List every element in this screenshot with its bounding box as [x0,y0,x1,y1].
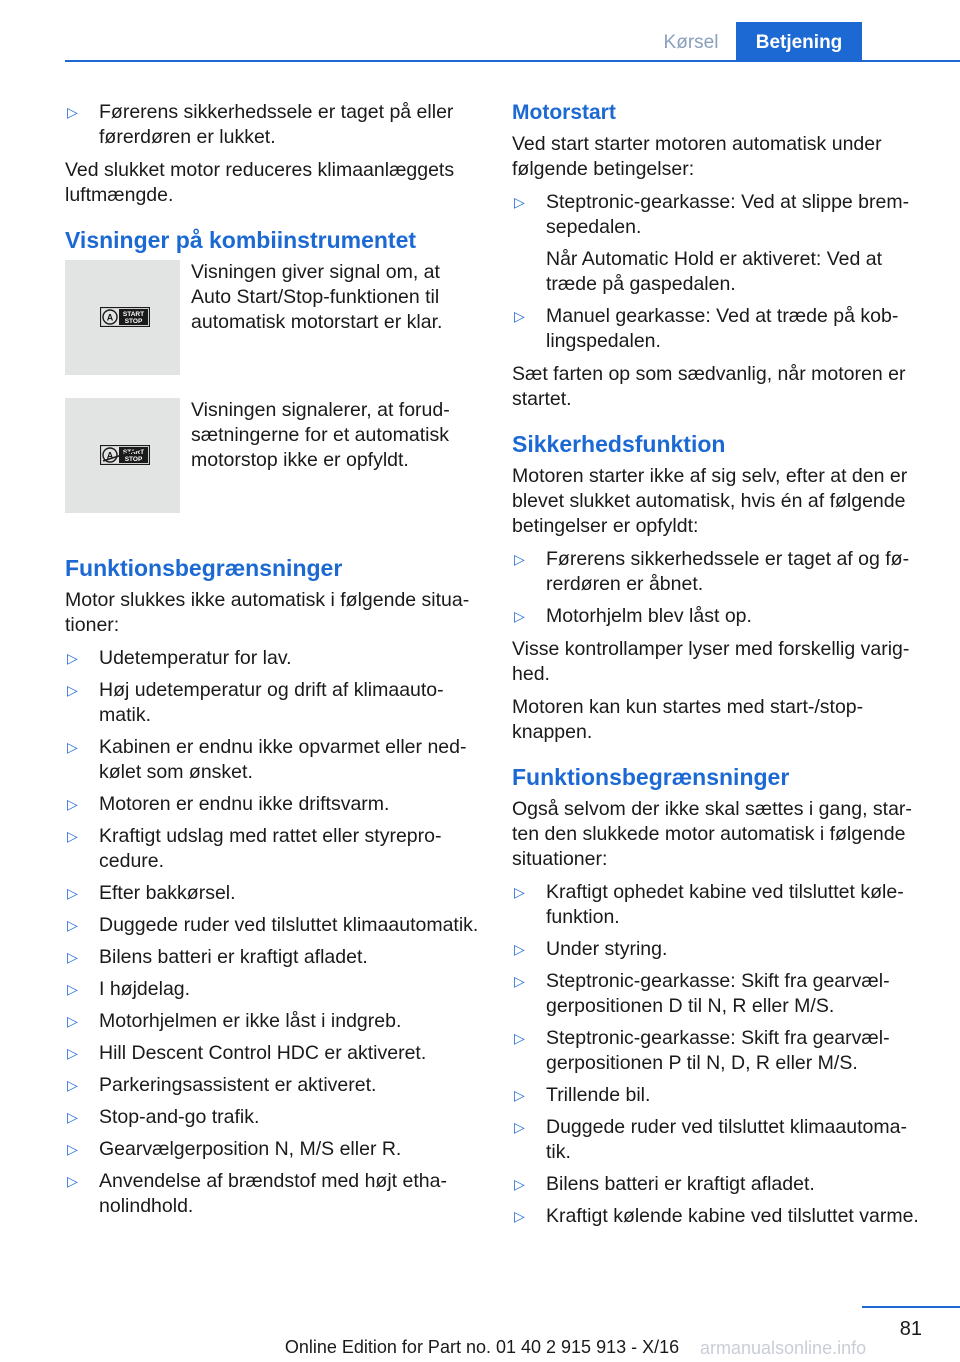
left-column [65,100,480,1227]
indicator-thumbnail [65,260,180,375]
triangle-bullet-icon: ▷ [514,973,525,989]
triangle-bullet-icon: ▷ [67,1045,78,1061]
svg-text:A: A [106,450,114,461]
triangle-bullet-icon: ▷ [67,682,78,698]
right-column [512,100,924,1237]
triangle-bullet-icon: ▷ [514,941,525,957]
triangle-bullet-icon: ▷ [67,739,78,755]
list-item [512,969,924,1019]
list-item [65,678,480,728]
triangle-bullet-icon: ▷ [514,194,525,210]
triangle-bullet-icon: ▷ [67,917,78,933]
limits-list [65,646,480,1219]
indicator-thumbnail [65,398,180,513]
triangle-bullet-icon: ▷ [67,1109,78,1125]
section-heading-displays: Visninger på kombiinstrumentet [65,227,417,253]
list-item-text: Motorhjelmen er ikke låst i indgreb. [99,1010,402,1032]
list-item-text: Kabinen er endnu ikke opvarmet eller nedkølet som ønsket. [99,736,467,783]
list-item-text: Under styring. [546,938,668,960]
header-rule [65,60,960,62]
list-item [512,1083,924,1108]
list-item [512,880,924,930]
footer-rule [862,1306,960,1308]
auto-start-stop-crossed-icon [100,445,150,465]
triangle-bullet-icon: ▷ [514,884,525,900]
svg-text:START: START [122,311,145,318]
triangle-bullet-icon: ▷ [67,1013,78,1029]
list-item [65,1041,480,1066]
list-item-text: Efter bakkørsel. [99,882,236,904]
list-item-text: Førerens sikkerhedssele er taget af og førerdøren er åbnet. [546,548,910,595]
list-item [512,1115,924,1165]
indicator-description: Visningen signalerer, at forudsætningerne for et automatisk motorstop ikke er opfyldt. [191,399,450,471]
watermark: armanualsonline.info [700,1338,867,1358]
list-item-text: Motorhjelm blev låst op. [546,605,752,627]
triangle-bullet-icon: ▷ [67,104,78,120]
triangle-bullet-icon: ▷ [67,949,78,965]
auto-start-stop-icon [100,307,150,327]
triangle-bullet-icon: ▷ [514,1208,525,1224]
page-number: 81 [899,1318,922,1340]
triangle-bullet-icon: ▷ [67,796,78,812]
list-item-text: Bilens batteri er kraftigt afladet. [546,1173,815,1195]
list-item [65,792,480,817]
indicator-not-ready [65,398,480,536]
paragraph: Motoren kan kun startes med start-/stop-knappen. [512,696,864,743]
triangle-bullet-icon: ▷ [514,551,525,567]
list-item-text: Høj udetemperatur og drift af klimaautomatik. [99,679,444,726]
list-item [512,547,924,597]
svg-text:STOP: STOP [124,318,143,325]
list-item [512,1204,924,1229]
limits-list [512,880,924,1229]
list-item-text: Gearvælgerposition N, M/S eller R. [99,1138,402,1160]
list-item [512,604,924,629]
svg-text:A: A [106,312,114,323]
triangle-bullet-icon: ▷ [514,308,525,324]
triangle-bullet-icon: ▷ [67,828,78,844]
triangle-bullet-icon: ▷ [67,1077,78,1093]
list-item [65,1105,480,1130]
indicator-description: Visningen giver signal om, at Auto Start/Stop-funktionen til automatisk motorstart er klar. [191,261,443,333]
triangle-bullet-icon: ▷ [67,1141,78,1157]
tab-korsel[interactable]: Kørsel [663,32,719,53]
triangle-bullet-icon: ▷ [67,1173,78,1189]
triangle-bullet-icon: ▷ [67,650,78,666]
list-item-text: Kraftigt udslag med rattet eller styreprocedure. [99,825,442,872]
section-heading-limits: Funktionsbegrænsninger [512,764,790,790]
list-item-subtext: Når Automatic Hold er aktiveret: Ved at træde på gaspedalen. [546,248,882,295]
paragraph: Motor slukkes ikke automatisk i følgende situationer: [65,589,470,636]
safety-list [512,547,924,629]
list-item [65,1137,480,1162]
list-item-text: Udetemperatur for lav. [99,647,292,669]
list-item [512,1172,924,1197]
svg-text:START: START [122,449,145,456]
section-heading-limits: Funktionsbegrænsninger [65,555,343,581]
paragraph: Visse kontrollamper lyser med forskellig varighed. [512,638,910,685]
list-item [65,1073,480,1098]
indicator-ready [65,260,480,398]
list-item-text: Førerens sikkerhedssele er taget på eller førerdøren er lukket. [99,101,454,148]
list-item [65,1169,480,1219]
triangle-bullet-icon: ▷ [67,981,78,997]
list-item [65,977,480,1002]
list-item-text: Hill Descent Control HDC er aktiveret. [99,1042,427,1064]
motorstart-list [512,190,924,354]
svg-text:STOP: STOP [124,456,143,463]
page-header [0,0,960,62]
list-item [65,881,480,906]
list-item [65,1009,480,1034]
triangle-bullet-icon: ▷ [514,1176,525,1192]
list-item-text: Bilens batteri er kraftigt afladet. [99,946,368,968]
list-item-text: Duggede ruder ved tilsluttet klimaautomatik. [546,1116,907,1163]
section-heading-safety: Sikkerhedsfunktion [512,431,726,457]
list-item [65,913,480,938]
intro-list [65,100,480,150]
list-item [512,304,924,354]
list-item-text: Steptronic-gearkasse: Skift fra gearvælgerpositionen D til N, R eller M/S. [546,970,890,1017]
list-item-text: Trillende bil. [546,1084,651,1106]
list-item [65,824,480,874]
list-item-text: Motoren er endnu ikke driftsvarm. [99,793,390,815]
edition-line: Online Edition for Part no. 01 40 2 915 913 - X/16 [284,1337,680,1357]
paragraph: Ved slukket motor reduceres klimaanlæggets luftmængde. [65,159,455,206]
triangle-bullet-icon: ▷ [514,1030,525,1046]
triangle-bullet-icon: ▷ [514,1119,525,1135]
tab-betjening[interactable]: Betjening [736,22,862,62]
paragraph: Også selvom der ikke skal sættes i gang, starten den slukkede motor automatisk i følgende situationer: [512,798,912,870]
list-item-text: Anvendelse af brændstof med højt ethanolindhold. [99,1170,447,1217]
list-item-text: Manuel gearkasse: Ved at træde på koblingspedalen. [546,305,899,352]
list-item-text: Duggede ruder ved tilsluttet klimaautomatik. [99,914,479,936]
list-item-text: Steptronic-gearkasse: Skift fra gearvælgerpositionen P til N, D, R eller M/S. [546,1027,890,1074]
triangle-bullet-icon: ▷ [67,885,78,901]
subsection-heading-motorstart: Motorstart [512,101,616,124]
list-item [65,735,480,785]
list-item [65,646,480,671]
list-item [65,100,480,150]
list-item-text: I højdelag. [99,978,191,1000]
list-item [512,190,924,297]
triangle-bullet-icon: ▷ [514,608,525,624]
paragraph: Ved start starter motoren automatisk under følgende betingelser: [512,133,882,180]
list-item-text: Stop-and-go trafik. [99,1106,260,1128]
paragraph: Sæt farten op som sædvanlig, når motoren er startet. [512,363,906,410]
triangle-bullet-icon: ▷ [514,1087,525,1103]
paragraph: Motoren starter ikke af sig selv, efter at den er blevet slukket automatisk, hvis én af følgende betingelser er opfyldt: [512,465,908,537]
list-item [512,1026,924,1076]
list-item [65,945,480,970]
list-item-text: Kraftigt ophedet kabine ved tilsluttet kølefunktion. [546,881,904,928]
list-item-text: Steptronic-gearkasse: Ved at slippe bremsepedalen. [546,191,910,238]
list-item-text: Kraftigt kølende kabine ved tilsluttet varme. [546,1205,919,1227]
list-item-text: Parkeringsassistent er aktiveret. [99,1074,377,1096]
list-item [512,937,924,962]
